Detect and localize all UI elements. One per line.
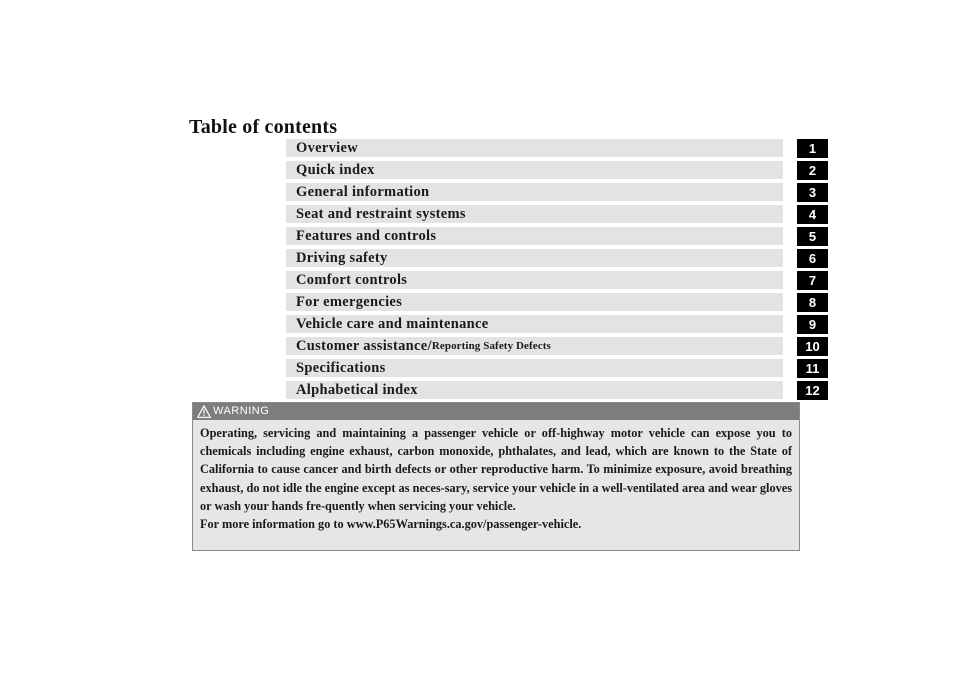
toc-item [286, 225, 828, 247]
toc-item [286, 313, 828, 335]
toc-label: Driving safety [296, 249, 388, 266]
toc-link-comfort-controls[interactable] [286, 271, 783, 289]
warning-box [192, 402, 800, 551]
warning-header [193, 403, 799, 420]
warning-body [193, 420, 799, 533]
toc-item [286, 379, 828, 401]
section-tab-9[interactable]: 9 [797, 315, 828, 334]
toc-link-seat-restraint-systems[interactable] [286, 205, 783, 223]
toc-item [286, 291, 828, 313]
toc-link-customer-assistance[interactable] [286, 337, 783, 355]
toc-label: General information [296, 183, 430, 200]
toc-link-features-controls[interactable] [286, 227, 783, 245]
section-tab-7[interactable]: 7 [797, 271, 828, 290]
toc-label: Customer assistance/ [296, 337, 432, 354]
toc-link-general-information[interactable] [286, 183, 783, 201]
toc-label: Overview [296, 139, 358, 156]
page-title: Table of contents [189, 116, 338, 138]
section-tab-3[interactable]: 3 [797, 183, 828, 202]
section-tab-1[interactable]: 1 [797, 139, 828, 158]
toc-link-for-emergencies[interactable] [286, 293, 783, 311]
section-tab-2[interactable]: 2 [797, 161, 828, 180]
section-tab-8[interactable]: 8 [797, 293, 828, 312]
warning-text: Operating, servicing and maintaining a passenger vehicle or off-highway motor vehicle can expose you to chemicals including engine exhaust, carbon monoxide, phthalates, and lead, which are known to the State of California to cause cancer and birth defects or other reproductive harm. To minimize exposure, avoid breathing exhaust, do not idle the engine except as neces-sary, service your vehicle in a well-ventilated area and wear gloves or wash your hands fre-quently when servicing your vehicle. [200, 426, 792, 513]
warning-more-info: For more information go to www.P65Warnings.ca.gov/passenger-vehicle. [200, 517, 582, 532]
toc-link-quick-index[interactable] [286, 161, 783, 179]
toc-item [286, 357, 828, 379]
toc-label: Seat and restraint systems [296, 205, 466, 222]
toc-item [286, 247, 828, 269]
toc-label: Alphabetical index [296, 381, 418, 398]
toc-item [286, 181, 828, 203]
toc-link-alphabetical-index[interactable] [286, 381, 783, 399]
toc-link-driving-safety[interactable] [286, 249, 783, 267]
section-tab-12[interactable]: 12 [797, 381, 828, 400]
warning-triangle-icon [197, 405, 211, 418]
toc-label: Features and controls [296, 227, 437, 244]
section-tab-11[interactable]: 11 [797, 359, 828, 378]
toc-label: Vehicle care and maintenance [296, 315, 489, 332]
toc-label: Comfort controls [296, 271, 408, 288]
toc-item [286, 203, 828, 225]
section-tab-10[interactable]: 10 [797, 337, 828, 356]
toc-sublabel: Reporting Safety Defects [431, 340, 551, 352]
toc-item [286, 159, 828, 181]
toc-item [286, 335, 828, 357]
toc-label: Specifications [296, 359, 386, 376]
toc-link-vehicle-care[interactable] [286, 315, 783, 333]
toc-label: For emergencies [296, 293, 403, 310]
warning-label: WARNING [213, 405, 270, 417]
toc-link-overview[interactable] [286, 139, 783, 157]
toc-list [286, 137, 828, 401]
toc-item [286, 137, 828, 159]
toc-item [286, 269, 828, 291]
section-tab-5[interactable]: 5 [797, 227, 828, 246]
section-tab-4[interactable]: 4 [797, 205, 828, 224]
section-tab-6[interactable]: 6 [797, 249, 828, 268]
toc-link-specifications[interactable] [286, 359, 783, 377]
toc-label: Quick index [296, 161, 375, 178]
